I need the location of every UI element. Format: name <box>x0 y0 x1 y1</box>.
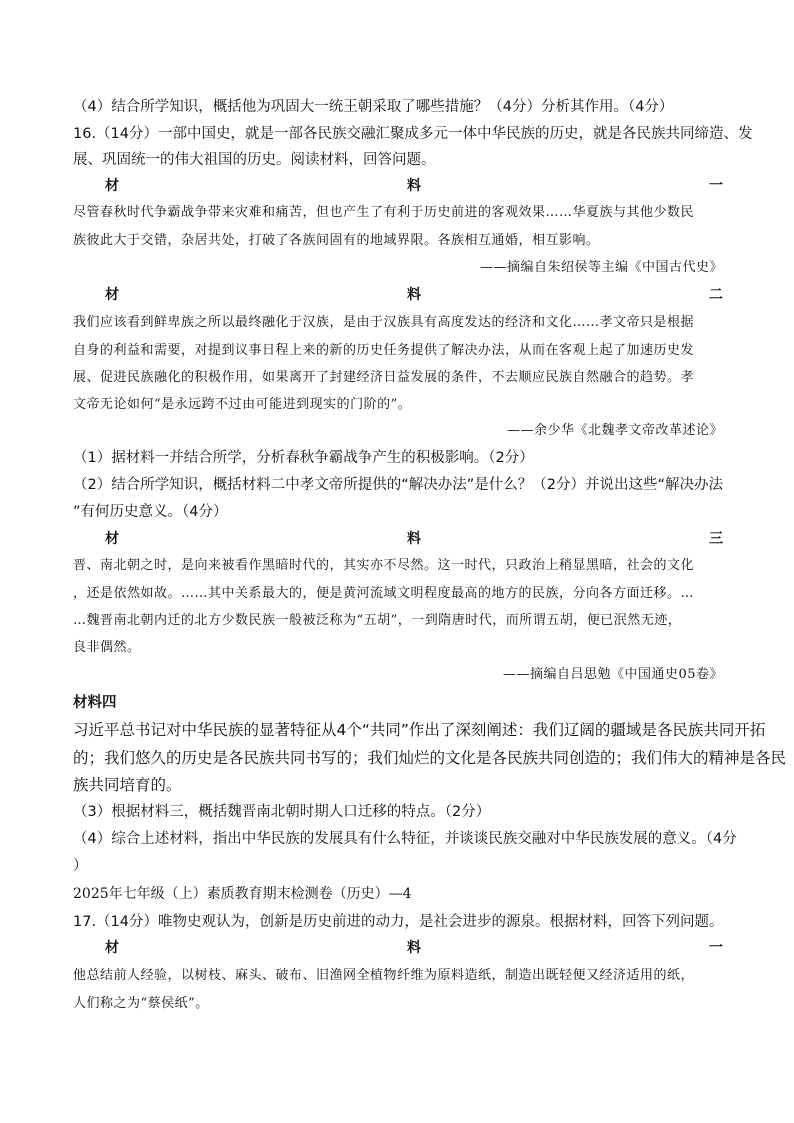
question-15-4: （4）结合所学知识，概括他为巩固大一统王朝采取了哪些措施？（4分）分析其作用。（4分） <box>73 99 674 115</box>
material-1-source: ——摘编自朱绍侯等主编《中国古代史》 <box>479 260 723 275</box>
material-3-text: 良非偶然。 <box>73 640 141 655</box>
material-2-text: 自身的利益和需要，对提到议事日程上来的新的历史任务提供了解决办法，从而在客观上起了加速历史发 <box>73 343 695 358</box>
heading-char: 材 <box>105 287 119 303</box>
heading-char: 一 <box>709 178 723 194</box>
material-17-1-text: 他总结前人经验，以树枝、麻头、破布、旧渔网全植物纤维为原料造纸，制造出既轻便又经济适用的纸， <box>73 968 695 983</box>
material-3-text: ，还是依然如故。……其中关系最大的，便是黄河流域文明程度最高的地方的民族，分向各方面迁移。… <box>73 586 695 601</box>
heading-char: 材 <box>105 178 119 194</box>
heading-char: 材 <box>105 531 119 547</box>
question-16-1: （1）据材料一并结合所学，分析春秋争霸战争产生的积极影响。（2分） <box>73 450 534 466</box>
material-4-text: 族共同培育的。 <box>73 776 182 794</box>
material-3-text: 晋、南北朝之时，是向来被看作黑暗时代的，其实亦不尽然。这一时代，只政治上稍显黑暗，社会的文化 <box>73 558 695 573</box>
question-16-4: （4）综合上述材料，指出中华民族的发展具有什么特征，并谈谈民族交融对中华民族发展的意义。（4分 <box>73 831 737 847</box>
material-2-text: 我们应该看到鲜卑族之所以最终融化于汉族，是由于汉族具有高度发达的经济和文化……孝文帝只是根据 <box>73 315 695 330</box>
material-3-text: …魏晋南北朝内迁的北方少数民族一般被泛称为“五胡”，一到隋唐时代，而所谓五胡，便已泯然无迹， <box>73 613 682 628</box>
heading-char: 三 <box>709 531 723 547</box>
heading-char: 二 <box>709 287 723 303</box>
material-2-source: ——余少华《北魏孝文帝改革述论》 <box>506 423 723 438</box>
material-1-text: 尽管春秋时代争霸战争带来灾难和痛苦，但也产生了有利于历史前进的客观效果……华夏族与其他少数民 <box>73 205 695 220</box>
question-16-3: （3）根据材料三，概括魏晋南北朝时期人口迁移的特点。（2分） <box>73 804 491 820</box>
question-17-intro: 17.（14分）唯物史观认为，创新是历史前进的动力，是社会进步的源泉。根据材料，回答下列问题。 <box>73 914 724 930</box>
material-3-heading <box>73 529 723 549</box>
heading-char: 料 <box>407 178 421 194</box>
question-16-2: （2）结合所学知识，概括材料二中孝文帝所提供的“解决办法”是什么？（2分）并说出这些“解决办法 <box>73 477 723 493</box>
material-2-text: 展、促进民族融化的积极作用，如果离开了封建经济日益发展的条件，不去顺应民族自然融合的趋势。孝 <box>73 370 695 385</box>
question-16-intro: 16.（14分）一部中国史，就是一部各民族交融汇聚成多元一体中华民族的历史，就是各民族共同缔造、发 <box>73 126 753 142</box>
material-4-text: 习近平总书记对中华民族的显著特征从4个“共同”作出了深刻阐述：我们辽阔的疆域是各民族共同开拓 <box>73 721 766 739</box>
question-16-intro-cont: 展、巩固统一的伟大祖国的历史。阅读材料，回答问题。 <box>73 152 436 168</box>
question-16-4-cont: ） <box>73 858 88 874</box>
material-1-heading <box>73 176 723 196</box>
question-16-2-cont: ”有何历史意义。（4分） <box>73 504 228 520</box>
material-1-text: 族彼此大于交错，杂居共处，打破了各族间固有的地域界限。各族相互通婚，相互影响。 <box>73 233 600 248</box>
heading-char: 一 <box>709 940 723 956</box>
material-3-source: ——摘编自吕思勉《中国通史05卷》 <box>502 667 723 682</box>
heading-char: 材 <box>105 940 119 956</box>
material-2-heading <box>73 285 723 305</box>
material-4-text: 的；我们悠久的历史是各民族共同书写的；我们灿烂的文化是各民族共同创造的；我们伟大的精神是各民 <box>73 749 787 767</box>
material-17-1-text: 人们称之为“蔡侯纸”。 <box>73 996 209 1011</box>
heading-char: 料 <box>407 287 421 303</box>
heading-char: 料 <box>407 531 421 547</box>
heading-char: 料 <box>407 940 421 956</box>
material-17-1-heading <box>73 938 723 958</box>
material-4-heading: 材料四 <box>73 695 117 711</box>
material-2-text: 文帝无论如何“是永远跨不过由可能进到现实的门阶的”。 <box>73 397 412 412</box>
page-footer: 2025年七年级（上）素质教育期末检测卷（历史）—4 <box>73 886 412 902</box>
